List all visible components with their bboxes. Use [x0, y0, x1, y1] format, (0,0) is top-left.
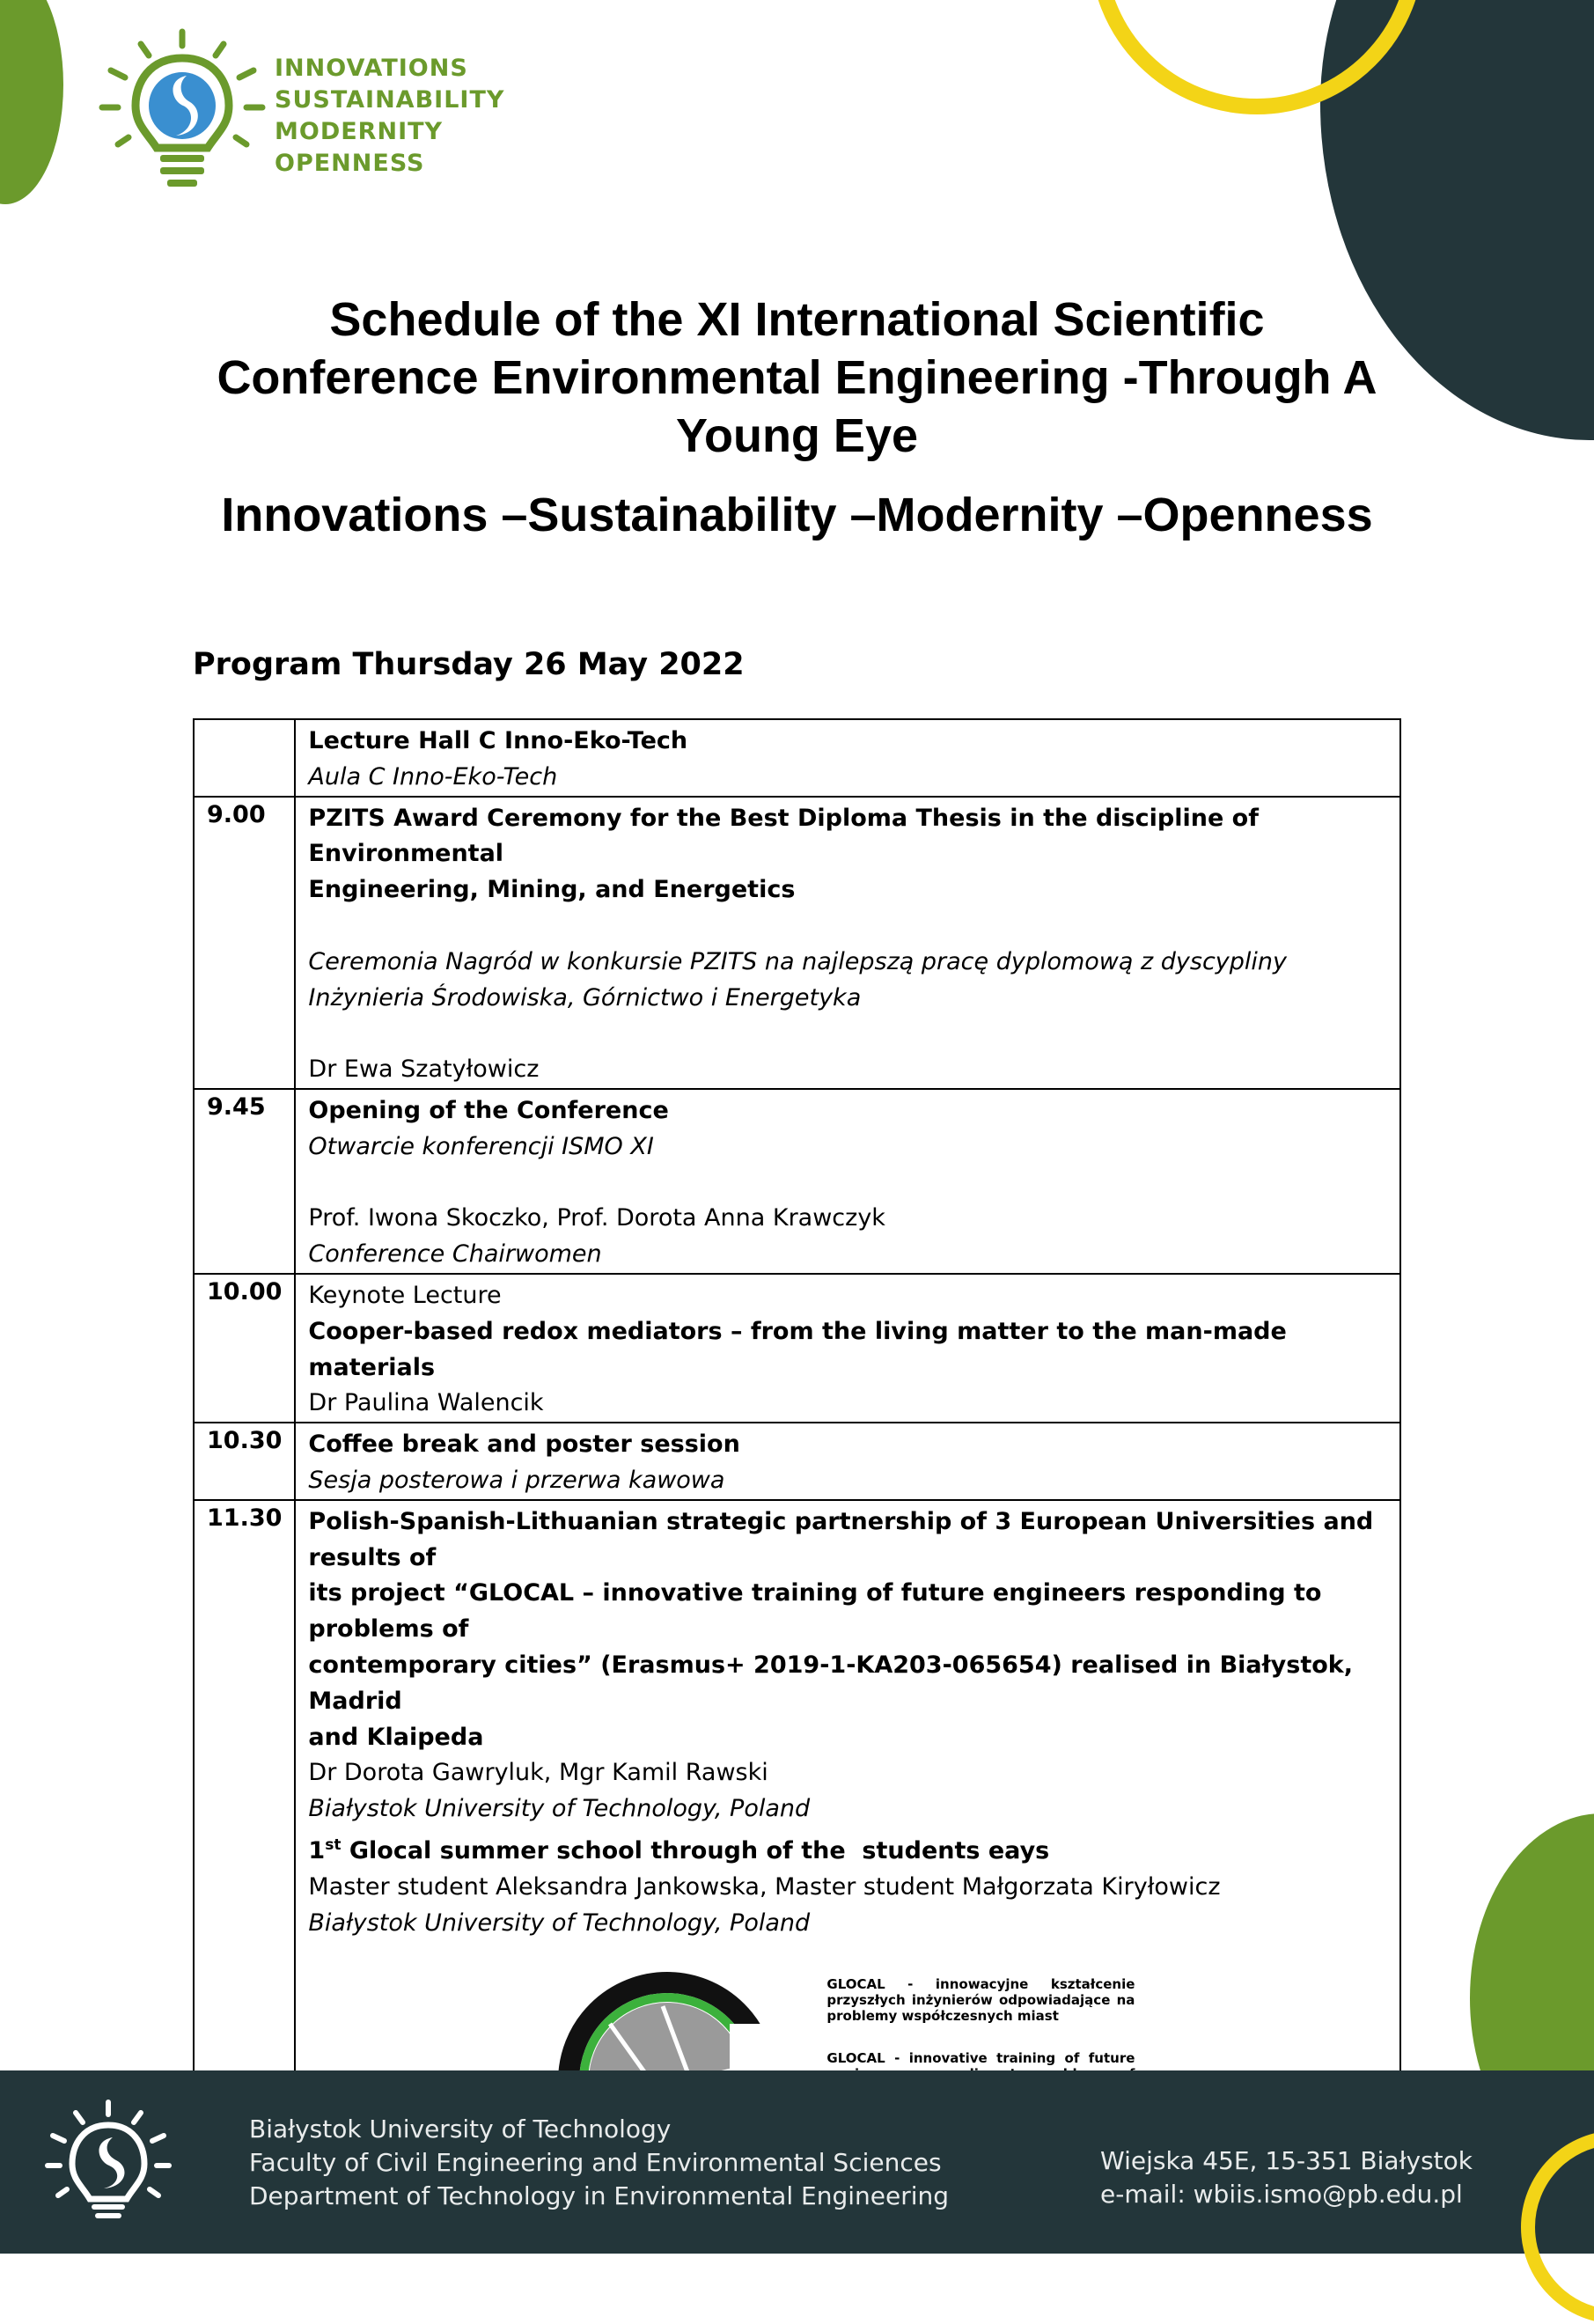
- table-row: [194, 719, 1400, 797]
- footer-institution: [249, 2113, 949, 2213]
- session-title: its project “GLOCAL – innovative training of future engineers responding to problems of: [308, 1579, 1322, 1644]
- page-subtitle: Innovations –Sustainability –Modernity –Openness: [221, 489, 1373, 541]
- speaker: Dr Ewa Szatyłowicz: [308, 1055, 540, 1084]
- logo-word: SUSTAINABILITY: [275, 86, 505, 114]
- speaker: Prof. Iwona Skoczko, Prof. Dorota Anna Krawczyk: [308, 1204, 885, 1232]
- affiliation: Białystok University of Technology, Poland: [308, 1908, 811, 1937]
- logo-word: OPENNESS: [275, 150, 425, 177]
- logo-word: MODERNITY: [275, 118, 444, 145]
- time-cell: 10.30: [194, 1423, 295, 1500]
- session-title: PZITS Award Ceremony for the Best Diploma Thesis in the discipline of Environmental: [308, 804, 1259, 868]
- program-heading: Program Thursday 26 May 2022: [193, 647, 745, 682]
- time-cell: [194, 719, 295, 797]
- session-title: Coffee break and poster session: [308, 1430, 740, 1459]
- table-row: [194, 1274, 1400, 1423]
- glocal-text-pl: GLOCAL - innowacyjne kształcenie przyszłych inżynierów odpowiadające na problemy współczesnych miast: [826, 1976, 1135, 2025]
- speaker: Dr Paulina Walencik: [308, 1389, 544, 1417]
- schedule-table: [193, 718, 1401, 2249]
- footer-contact: [1100, 2144, 1473, 2211]
- time-cell: 9.00: [194, 797, 295, 1089]
- glocal-text-en: GLOCAL - innovative training of future: [826, 2050, 1135, 2067]
- ordinal-suffix: st: [325, 1835, 342, 1854]
- table-row: [194, 797, 1400, 1089]
- venue-en: Lecture Hall C Inno-Eko-Tech: [308, 727, 688, 754]
- time-cell: 9.45: [194, 1089, 295, 1274]
- footer-line: Białystok University of Technology: [249, 2114, 672, 2144]
- lightbulb-icon: [42, 2097, 174, 2229]
- session-title-pl: Ceremonia Nagród w konkursie PZITS na najlepszą pracę dyplomową z dyscypliny: [308, 947, 1288, 975]
- footer-email[interactable]: e-mail: wbiis.ismo@pb.edu.pl: [1100, 2180, 1463, 2209]
- session-subtitle-text: Glocal summer school through of the students eays: [341, 1836, 1050, 1864]
- session-title-pl: Inżynieria Środowiska, Górnictwo i Energetyka: [308, 983, 862, 1011]
- session-title-pl: Sesja posterowa i przerwa kawowa: [308, 1466, 725, 1494]
- session-title: and Klaipeda: [308, 1723, 484, 1751]
- ordinal-number: 1: [308, 1836, 326, 1864]
- page-title: [114, 290, 1480, 465]
- title-line: Schedule of the XI International Scientific: [329, 293, 1265, 346]
- session-title: Opening of the Conference: [308, 1096, 669, 1124]
- session-label: Keynote Lecture: [308, 1281, 502, 1309]
- table-row: [194, 1423, 1400, 1500]
- time-cell: 10.00: [194, 1274, 295, 1423]
- table-row: [194, 1089, 1400, 1274]
- affiliation: Białystok University of Technology, Poland: [308, 1795, 811, 1823]
- footer-address: Wiejska 45E, 15-351 Białystok: [1100, 2146, 1473, 2175]
- content-cell: [295, 1423, 1400, 1500]
- session-title-pl: Otwarcie konferencji ISMO XI: [308, 1132, 654, 1160]
- session-title: contemporary cities” (Erasmus+ 2019-1-KA203-065654) realised in Białystok, Madrid: [308, 1651, 1353, 1715]
- page-footer: [0, 2070, 1594, 2254]
- content-cell: [295, 1089, 1400, 1274]
- time-cell: 11.30: [194, 1500, 295, 2249]
- venue-pl: Aula C Inno-Eko-Tech: [308, 762, 558, 791]
- title-block: [114, 290, 1480, 544]
- speaker: Dr Dorota Gawryluk, Mgr Kamil Rawski: [308, 1759, 768, 1787]
- session-title: Engineering, Mining, and Energetics: [308, 876, 796, 904]
- title-line: Conference Environmental Engineering -Through A: [217, 351, 1377, 404]
- footer-line: Faculty of Civil Engineering and Environmental Sciences: [249, 2148, 942, 2177]
- green-corner-shape: [0, 0, 63, 204]
- content-cell: [295, 1274, 1400, 1423]
- content-cell: [295, 797, 1400, 1089]
- speaker: Master student Aleksandra Jankowska, Master student Małgorzata Kiryłowicz: [308, 1872, 1221, 1901]
- session-title: Polish-Spanish-Lithuanian strategic partnership of 3 European Universities and results of: [308, 1507, 1374, 1571]
- footer-line: Department of Technology in Environmental Engineering: [249, 2181, 950, 2210]
- session-title: Cooper-based redox mediators – from the living matter to the man-made materials: [308, 1317, 1287, 1381]
- title-line: Young Eye: [675, 409, 919, 462]
- session-subtitle: [308, 1828, 1387, 1870]
- logo-word: INNOVATIONS: [275, 55, 468, 82]
- logo-wordmark: [275, 53, 504, 180]
- lightbulb-icon: [99, 26, 266, 189]
- content-cell: [295, 719, 1400, 797]
- speaker-role: Conference Chairwomen: [308, 1240, 602, 1269]
